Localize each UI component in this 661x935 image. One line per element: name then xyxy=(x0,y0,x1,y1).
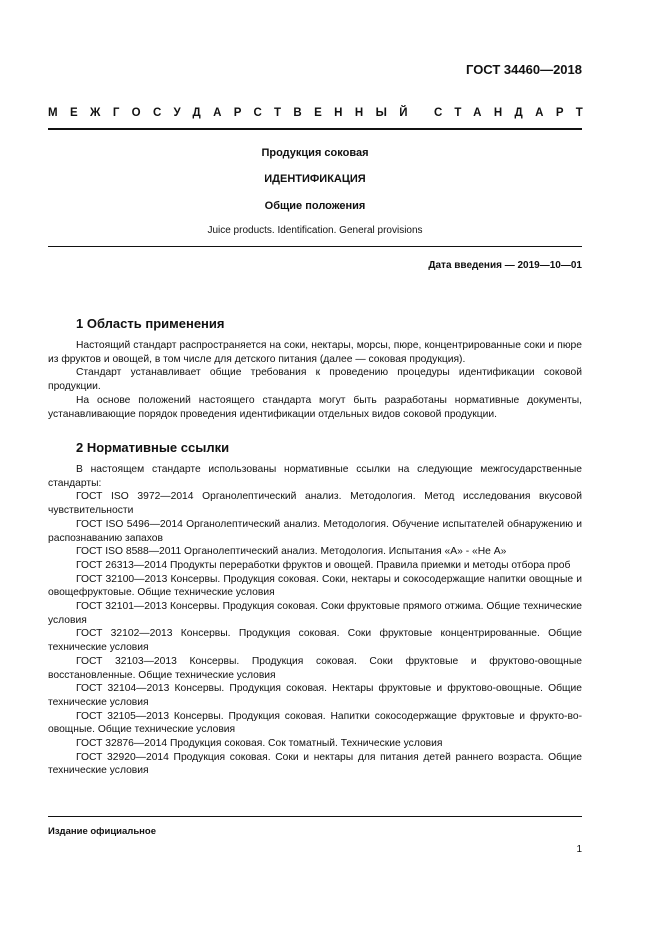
title-main: ИДЕНТИФИКАЦИЯ xyxy=(264,173,366,185)
section-2-heading: 2 Нормативные ссылки xyxy=(76,440,230,455)
gost-number: ГОСТ 34460—2018 xyxy=(466,62,582,77)
reference-item: ГОСТ ISO 8588—2011 Органолептический анализ. Методология. Испытания «А» - «Не А» xyxy=(76,546,507,558)
introduction-date: Дата введения — 2019—10—01 xyxy=(428,260,582,271)
reference-item: ГОСТ 26313—2014 Продукты переработки фруктов и овощей. Правила приемки и методы отбора проб xyxy=(76,559,571,571)
section-1-body xyxy=(48,339,582,421)
reference-item: ГОСТ 32102—2013 Консервы. Продукция соковая. Соки фруктовые концентрированные. Общие технические условия xyxy=(48,628,582,654)
reference-item: ГОСТ 32105—2013 Консервы. Продукция соковая. Напитки сокосодержащие фруктовые и фрукто-во-овощные. Общие технические условия xyxy=(48,710,582,736)
paragraph: В настоящем стандарте использованы нормативные ссылки на следующие межгосударственные стандарты: xyxy=(48,464,582,489)
header-rule xyxy=(48,128,582,130)
paragraph: Настоящий стандарт распространяется на соки, нектары, морсы, пюре, концентрированные соки и пюре из фруктов и овощей, в том числе для детского питания (далее — соковая продукция). xyxy=(48,340,582,365)
reference-item: ГОСТ ISO 3972—2014 Органолептический анализ. Методология. Метод исследования вкусовой чувствительности xyxy=(48,491,582,517)
official-edition-label: Издание официальное xyxy=(48,826,156,837)
standard-banner xyxy=(48,107,596,119)
reference-item: ГОСТ ISO 5496—2014 Органолептический анализ. Методология. Обучение испытателей обнаружению и распознаванию запахов xyxy=(48,518,582,544)
reference-item: ГОСТ 32104—2013 Консервы. Продукция соковая. Нектары фруктовые и фруктово-овощные. Общие технические условия xyxy=(48,683,582,708)
footer-rule xyxy=(48,816,582,817)
banner-word-standard: СТАНДАРТ xyxy=(434,107,596,119)
reference-item: ГОСТ 32101—2013 Консервы. Продукция соковая. Соки фруктовые прямого отжима. Общие технические условия xyxy=(48,601,582,626)
title-english: Juice products. Identification. General provisions xyxy=(207,225,423,236)
paragraph: На основе положений настоящего стандарта могут быть разработаны нормативные документы, устанавливающие порядок проведения идентификации отдельных видов соковой продукции. xyxy=(48,394,582,420)
paragraph: Стандарт устанавливает общие требования к проведению процедуры идентификации соковой продукции. xyxy=(48,367,582,393)
section-1-heading: 1 Область применения xyxy=(76,316,225,331)
title-product: Продукция соковая xyxy=(261,147,369,159)
page-number: 1 xyxy=(576,844,582,855)
reference-item: ГОСТ 32100—2013 Консервы. Продукция соковая. Соки, нектары и сокосодержащие напитки овощные и овощефруктовые. Общие технические условия xyxy=(48,573,582,599)
reference-item: ГОСТ 32103—2013 Консервы. Продукция соковая. Соки фруктовые и фруктово-овощные восстановленные. Общие технические условия xyxy=(48,655,582,681)
section-2-body xyxy=(48,463,582,778)
reference-item: ГОСТ 32920—2014 Продукция соковая. Соки и нектары для питания детей раннего возраста. Общие технические условия xyxy=(48,751,582,777)
banner-word-interstate: МЕЖГОСУДАРСТВЕННЫЙ xyxy=(48,107,420,119)
title-sub: Общие положения xyxy=(264,200,366,212)
reference-item: ГОСТ 32876—2014 Продукция соковая. Сок томатный. Технические условия xyxy=(76,738,443,750)
title-rule xyxy=(48,246,582,247)
